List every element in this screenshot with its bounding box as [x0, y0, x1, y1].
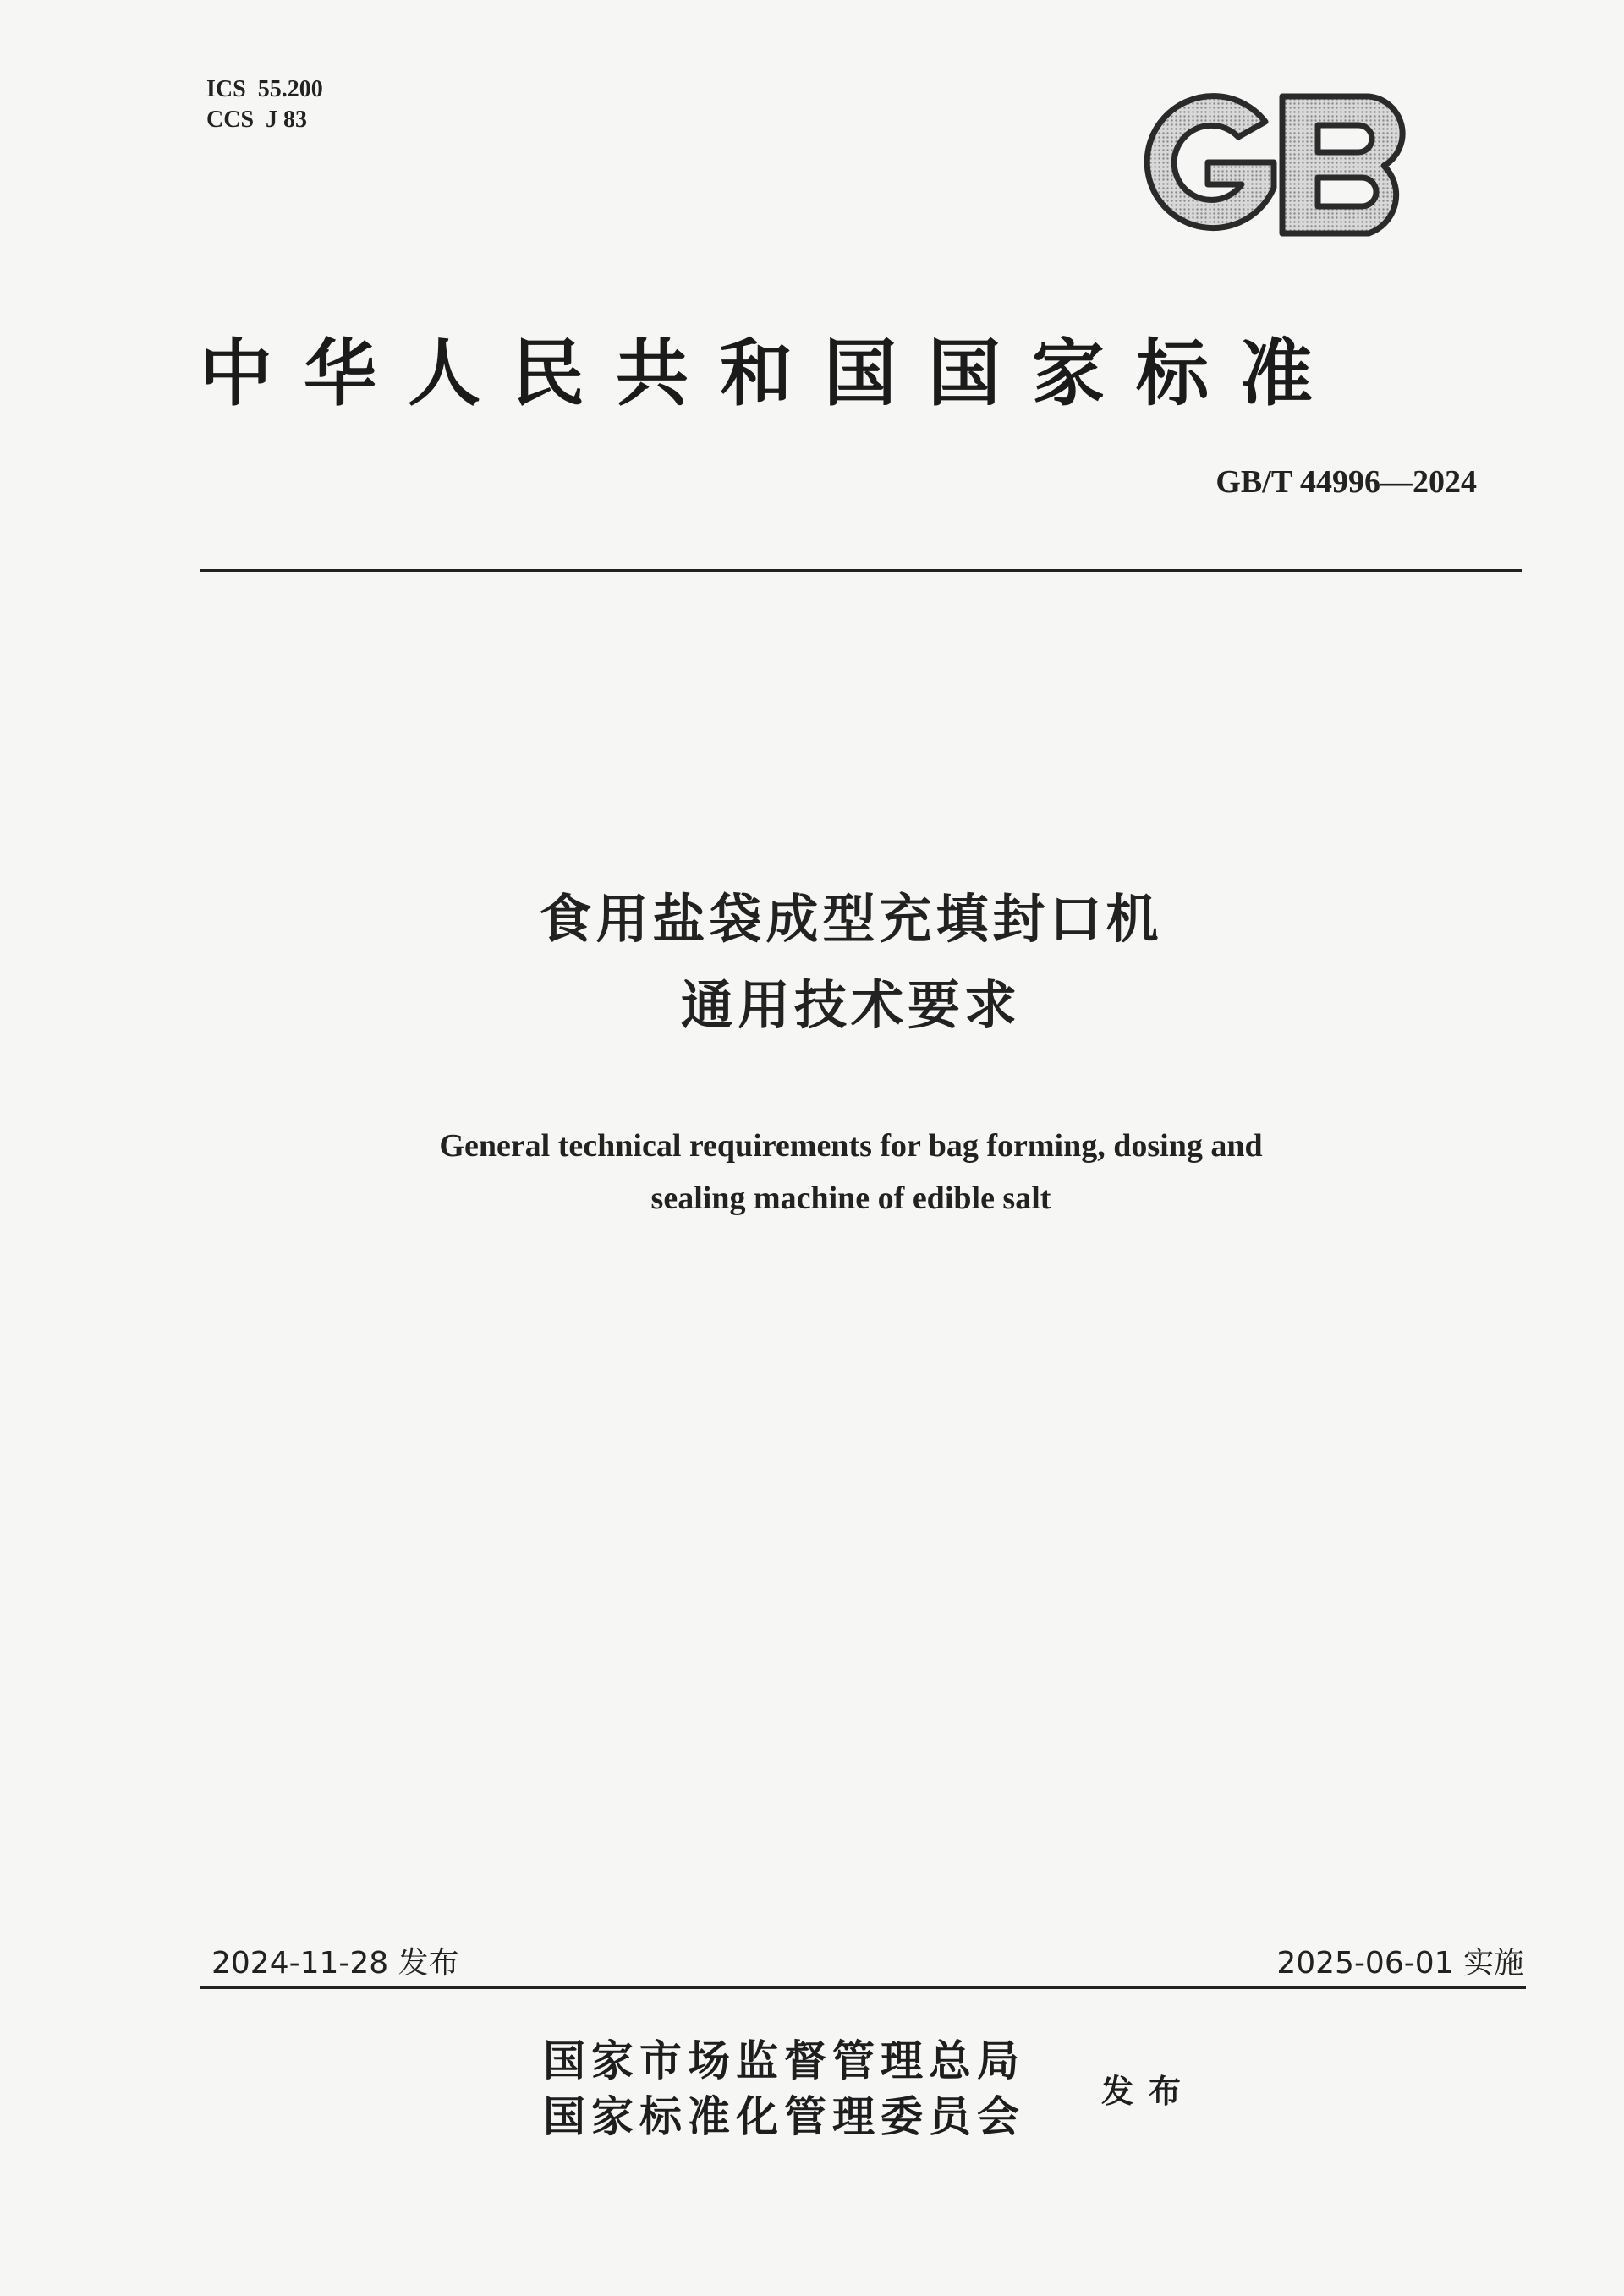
gb-logo-text: GB	[1115, 72, 1136, 88]
ics-code: ICS 55.200	[206, 76, 323, 102]
document-title-english	[0, 1120, 1624, 1225]
publish-label: 发布	[1101, 2072, 1197, 2110]
title-cn-line-1: 食用盐袋成型充填封口机	[539, 888, 1163, 950]
title-en-line-2: sealing machine of edible salt	[650, 1181, 1051, 1216]
implementation-date: 2025-06-01 实施	[1276, 1946, 1524, 1981]
issuer-samr: 国家市场监督管理总局	[543, 2036, 1025, 2085]
top-divider	[200, 569, 1522, 572]
ccs-code: CCS J 83	[206, 107, 308, 133]
classification-codes	[206, 74, 323, 135]
title-cn-line-2: 通用技术要求	[680, 974, 1021, 1036]
national-standard-heading: 中华人民共和国国家标准	[200, 331, 1344, 416]
issuer-sac: 国家标准化管理委员会	[543, 2091, 1025, 2141]
issuing-authorities	[543, 2033, 1025, 2145]
issue-date: 2024-11-28 发布	[211, 1946, 459, 1981]
title-en-line-1: General technical requirements for bag forming, dosing and	[439, 1128, 1263, 1164]
document-title-chinese	[0, 876, 1624, 1049]
bottom-divider	[200, 1986, 1526, 1989]
gb-logo	[1115, 72, 1435, 245]
standard-number: GB/T 44996—2024	[1215, 464, 1477, 500]
